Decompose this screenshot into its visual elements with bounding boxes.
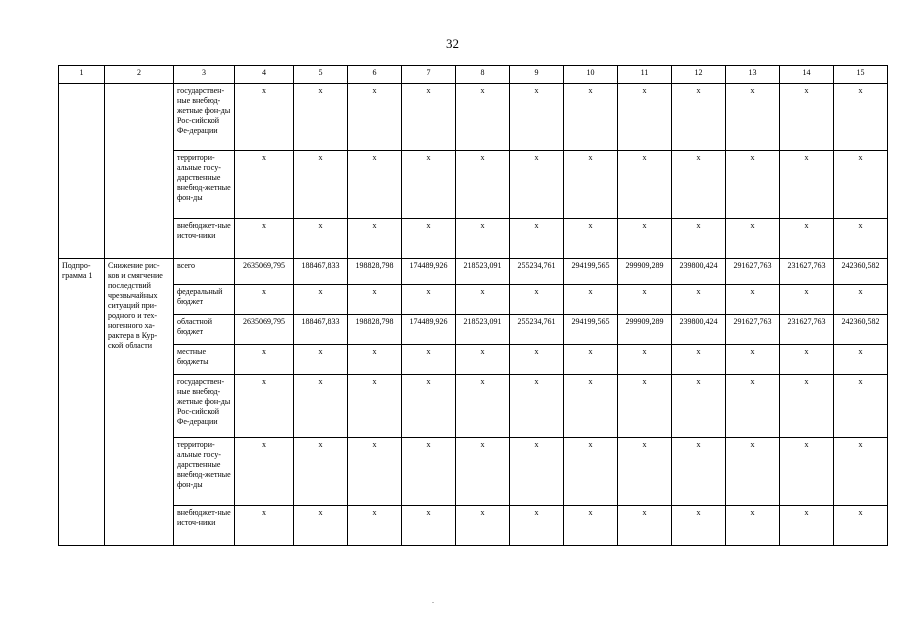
value-cell: х bbox=[510, 219, 564, 259]
column-header-14: 14 bbox=[780, 66, 834, 84]
column-header-9: 9 bbox=[510, 66, 564, 84]
value-cell: х bbox=[672, 375, 726, 438]
funding-source: внебюджет-ные источ-ники bbox=[174, 506, 235, 546]
value-cell: х bbox=[834, 506, 888, 546]
value-cell: 294199,565 bbox=[564, 259, 618, 285]
scan-speck bbox=[432, 602, 434, 603]
value-cell: х bbox=[456, 345, 510, 375]
value-cell: х bbox=[456, 285, 510, 315]
value-cell: х bbox=[402, 345, 456, 375]
value-cell: х bbox=[402, 151, 456, 219]
value-cell: х bbox=[618, 506, 672, 546]
value-cell: х bbox=[564, 219, 618, 259]
funding-source: федеральный бюджет bbox=[174, 285, 235, 315]
value-cell: х bbox=[510, 285, 564, 315]
column-header-12: 12 bbox=[672, 66, 726, 84]
value-cell: х bbox=[726, 285, 780, 315]
value-cell: х bbox=[834, 84, 888, 151]
value-cell: х bbox=[618, 151, 672, 219]
table-row bbox=[59, 438, 888, 506]
value-cell: х bbox=[294, 506, 348, 546]
value-cell: х bbox=[726, 84, 780, 151]
value-cell: х bbox=[235, 84, 294, 151]
value-cell: х bbox=[402, 219, 456, 259]
table-row bbox=[59, 84, 888, 151]
value-cell: х bbox=[402, 84, 456, 151]
value-cell: х bbox=[564, 151, 618, 219]
value-cell: х bbox=[510, 345, 564, 375]
table-row bbox=[59, 219, 888, 259]
value-cell: х bbox=[780, 375, 834, 438]
value-cell: х bbox=[618, 285, 672, 315]
column-header-4: 4 bbox=[235, 66, 294, 84]
value-cell: 218523,091 bbox=[456, 315, 510, 345]
value-cell: х bbox=[510, 84, 564, 151]
value-cell: х bbox=[618, 219, 672, 259]
value-cell: х bbox=[456, 84, 510, 151]
value-cell: х bbox=[780, 285, 834, 315]
column-header-8: 8 bbox=[456, 66, 510, 84]
header-row bbox=[59, 66, 888, 84]
value-cell: х bbox=[294, 151, 348, 219]
value-cell: 174489,926 bbox=[402, 259, 456, 285]
funding-source: территори-альные госу-дарственные внебюд-жетные фон-ды bbox=[174, 438, 235, 506]
value-cell: х bbox=[564, 285, 618, 315]
value-cell: 231627,763 bbox=[780, 315, 834, 345]
value-cell: 188467,833 bbox=[294, 315, 348, 345]
column-header-1: 1 bbox=[59, 66, 105, 84]
funding-source: государствен-ные внебюд-жетные фон-ды Рос-сийской Фе-дерации bbox=[174, 375, 235, 438]
value-cell: х bbox=[294, 285, 348, 315]
subprogram-name: Снижение рис-ков и смягчение последствий чрезвычайных ситуаций при-родного и тех-ногенного ха-рактера в Кур-ской области bbox=[105, 259, 174, 546]
column-header-13: 13 bbox=[726, 66, 780, 84]
value-cell: 291627,763 bbox=[726, 259, 780, 285]
funding-source: государствен-ные внебюд-жетные фон-ды Рос-сийской Фе-дерации bbox=[174, 84, 235, 151]
value-cell: х bbox=[564, 506, 618, 546]
value-cell: х bbox=[618, 84, 672, 151]
value-cell: х bbox=[294, 438, 348, 506]
empty-cell bbox=[59, 84, 105, 259]
value-cell: х bbox=[780, 84, 834, 151]
value-cell: х bbox=[672, 285, 726, 315]
value-cell: х bbox=[834, 285, 888, 315]
value-cell: х bbox=[510, 438, 564, 506]
value-cell: х bbox=[726, 219, 780, 259]
value-cell: 2635069,795 bbox=[235, 259, 294, 285]
page-number: 32 bbox=[446, 36, 459, 51]
value-cell: 198828,798 bbox=[348, 259, 402, 285]
empty-cell bbox=[105, 84, 174, 259]
value-cell: х bbox=[402, 506, 456, 546]
table-row bbox=[59, 506, 888, 546]
value-cell: х bbox=[834, 438, 888, 506]
column-header-15: 15 bbox=[834, 66, 888, 84]
value-cell: х bbox=[780, 506, 834, 546]
value-cell: х bbox=[672, 438, 726, 506]
value-cell: х bbox=[564, 345, 618, 375]
value-cell: х bbox=[726, 375, 780, 438]
column-header-11: 11 bbox=[618, 66, 672, 84]
value-cell: 198828,798 bbox=[348, 315, 402, 345]
table-row bbox=[59, 345, 888, 375]
value-cell: х bbox=[510, 506, 564, 546]
value-cell: х bbox=[780, 151, 834, 219]
value-cell: 255234,761 bbox=[510, 315, 564, 345]
value-cell: х bbox=[294, 345, 348, 375]
value-cell: х bbox=[834, 219, 888, 259]
value-cell: х bbox=[618, 375, 672, 438]
value-cell: х bbox=[348, 285, 402, 315]
column-header-3: 3 bbox=[174, 66, 235, 84]
value-cell: 239800,424 bbox=[672, 259, 726, 285]
value-cell: 242360,582 bbox=[834, 259, 888, 285]
table-row bbox=[59, 315, 888, 345]
value-cell: х bbox=[294, 219, 348, 259]
value-cell: х bbox=[564, 84, 618, 151]
value-cell: х bbox=[235, 375, 294, 438]
value-cell: х bbox=[294, 84, 348, 151]
value-cell: х bbox=[456, 506, 510, 546]
value-cell: х bbox=[402, 285, 456, 315]
value-cell: 231627,763 bbox=[780, 259, 834, 285]
value-cell: х bbox=[348, 345, 402, 375]
value-cell: х bbox=[402, 375, 456, 438]
value-cell: х bbox=[834, 151, 888, 219]
column-header-7: 7 bbox=[402, 66, 456, 84]
value-cell: х bbox=[618, 438, 672, 506]
budget-table bbox=[58, 65, 888, 546]
value-cell: х bbox=[348, 438, 402, 506]
value-cell: х bbox=[672, 219, 726, 259]
funding-source: местные бюджеты bbox=[174, 345, 235, 375]
value-cell: 2635069,795 bbox=[235, 315, 294, 345]
value-cell: х bbox=[294, 375, 348, 438]
value-cell: х bbox=[235, 219, 294, 259]
value-cell: х bbox=[672, 345, 726, 375]
column-header-2: 2 bbox=[105, 66, 174, 84]
value-cell: х bbox=[235, 345, 294, 375]
value-cell: х bbox=[726, 345, 780, 375]
table-row bbox=[59, 375, 888, 438]
column-header-5: 5 bbox=[294, 66, 348, 84]
value-cell: х bbox=[235, 438, 294, 506]
value-cell: 255234,761 bbox=[510, 259, 564, 285]
table-row bbox=[59, 151, 888, 219]
value-cell: 294199,565 bbox=[564, 315, 618, 345]
value-cell: х bbox=[348, 84, 402, 151]
funding-source: всего bbox=[174, 259, 235, 285]
value-cell: 299909,289 bbox=[618, 315, 672, 345]
value-cell: 218523,091 bbox=[456, 259, 510, 285]
value-cell: х bbox=[456, 219, 510, 259]
value-cell: х bbox=[672, 84, 726, 151]
value-cell: х bbox=[348, 151, 402, 219]
value-cell: х bbox=[564, 375, 618, 438]
funding-source: внебюджет-ные источ-ники bbox=[174, 219, 235, 259]
value-cell: х bbox=[726, 506, 780, 546]
column-header-6: 6 bbox=[348, 66, 402, 84]
value-cell: 239800,424 bbox=[672, 315, 726, 345]
value-cell: х bbox=[780, 345, 834, 375]
value-cell: х bbox=[780, 219, 834, 259]
value-cell: х bbox=[348, 375, 402, 438]
value-cell: х bbox=[235, 506, 294, 546]
value-cell: х bbox=[834, 375, 888, 438]
value-cell: х bbox=[672, 506, 726, 546]
value-cell: х bbox=[456, 438, 510, 506]
value-cell: х bbox=[780, 438, 834, 506]
value-cell: 299909,289 bbox=[618, 259, 672, 285]
value-cell: х bbox=[672, 151, 726, 219]
value-cell: х bbox=[618, 345, 672, 375]
table-row bbox=[59, 285, 888, 315]
value-cell: х bbox=[348, 219, 402, 259]
value-cell: х bbox=[235, 285, 294, 315]
value-cell: х bbox=[564, 438, 618, 506]
value-cell: х bbox=[834, 345, 888, 375]
value-cell: х bbox=[456, 151, 510, 219]
value-cell: х bbox=[510, 375, 564, 438]
funding-source: областной бюджет bbox=[174, 315, 235, 345]
value-cell: х bbox=[348, 506, 402, 546]
value-cell: 291627,763 bbox=[726, 315, 780, 345]
value-cell: 242360,582 bbox=[834, 315, 888, 345]
value-cell: х bbox=[456, 375, 510, 438]
column-header-10: 10 bbox=[564, 66, 618, 84]
value-cell: х bbox=[726, 438, 780, 506]
value-cell: х bbox=[235, 151, 294, 219]
funding-source: территори-альные госу-дарственные внебюд-жетные фон-ды bbox=[174, 151, 235, 219]
value-cell: х bbox=[510, 151, 564, 219]
value-cell: х bbox=[726, 151, 780, 219]
value-cell: 174489,926 bbox=[402, 315, 456, 345]
table-row bbox=[59, 259, 888, 285]
subprogram-label: Подпро-грамма 1 bbox=[59, 259, 105, 546]
value-cell: х bbox=[402, 438, 456, 506]
value-cell: 188467,833 bbox=[294, 259, 348, 285]
